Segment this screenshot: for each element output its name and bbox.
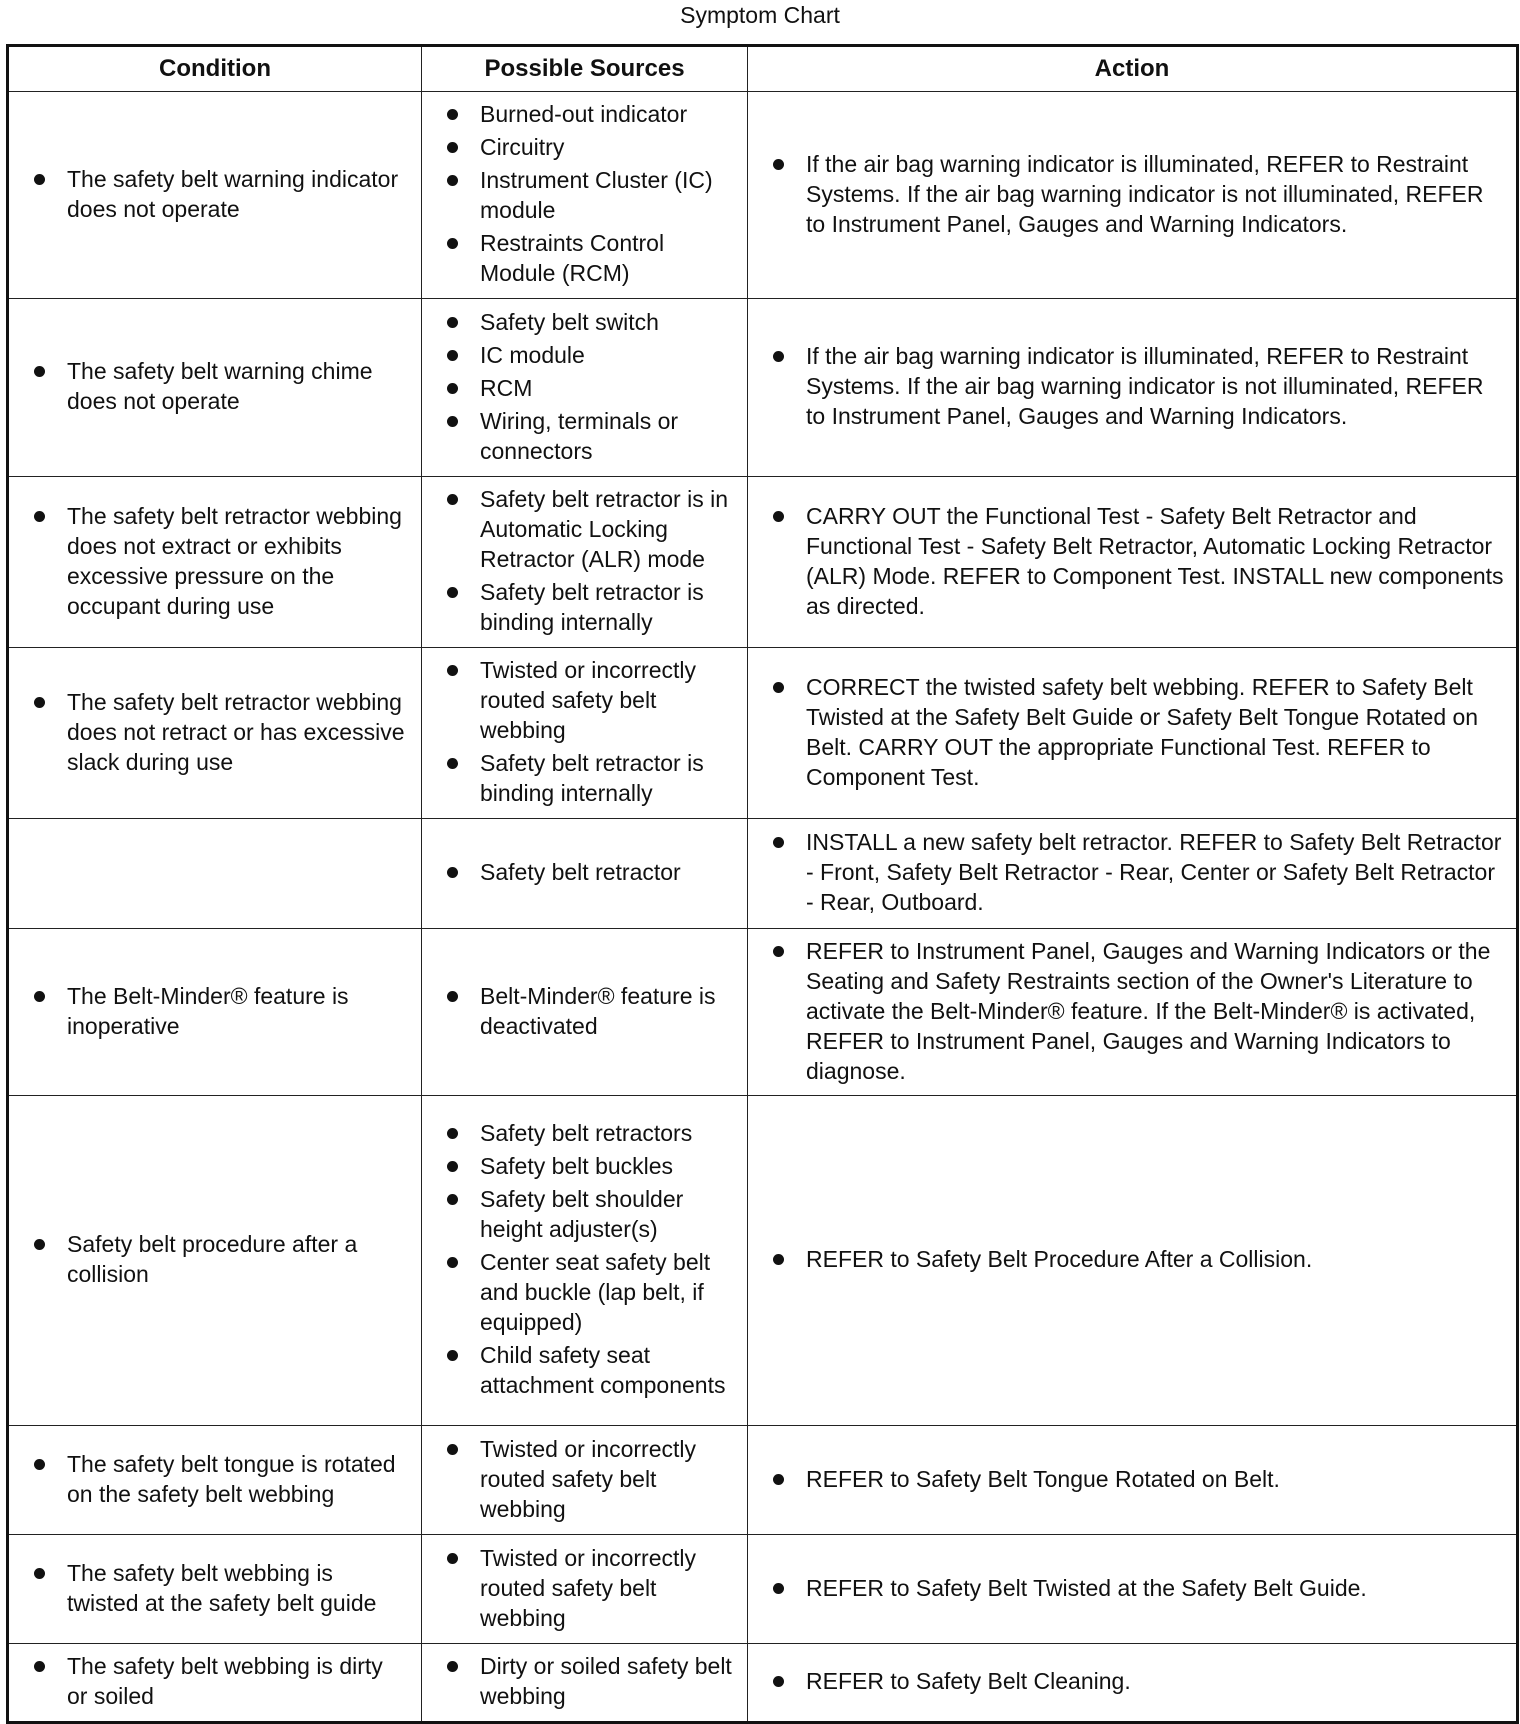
action-list [748,1244,1516,1274]
header-action: Action [748,46,1518,92]
action-list [748,149,1516,239]
list-item: Center seat safety belt and buckle (lap belt, if equipped) [480,1247,735,1337]
sources-cell [422,92,748,299]
condition-list [9,164,421,224]
action-cell [748,1535,1518,1644]
action-cell [748,1644,1518,1723]
table-row [8,92,1518,299]
sources-list [422,484,747,637]
condition-list [9,1229,421,1289]
list-item: CARRY OUT the Functional Test - Safety Belt Retractor and Functional Test - Safety Belt Retractor, Automatic Locking Retractor (ALR) Mode. REFER to Component Test. INSTALL new components as directed. [806,501,1508,621]
list-item: Safety belt switch [480,307,735,337]
header-condition: Condition [8,46,422,92]
list-item: REFER to Instrument Panel, Gauges and Warning Indicators or the Seating and Safety Restraints section of the Owner's Literature to activate the Belt-Minder® feature. If the Belt-Minder® is activated, REFER to Instrument Panel, Gauges and Warning Indicators to diagnose. [806,936,1508,1086]
list-item: Safety belt procedure after a collision [67,1229,409,1289]
condition-cell [8,1644,422,1723]
list-item: The safety belt retractor webbing does not extract or exhibits excessive pressure on the occupant during use [67,501,409,621]
sources-cell [422,477,748,648]
condition-cell [8,929,422,1096]
list-item: REFER to Safety Belt Cleaning. [806,1666,1508,1696]
table-body [8,92,1518,1723]
list-item: Dirty or soiled safety belt webbing [480,1651,735,1711]
condition-cell [8,299,422,477]
chart-title: Symptom Chart [680,2,840,28]
list-item: Safety belt shoulder height adjuster(s) [480,1184,735,1244]
table-row [8,1426,1518,1535]
action-list [748,1666,1516,1696]
sources-cell [422,648,748,819]
table-row [8,299,1518,477]
list-item: Wiring, terminals or connectors [480,406,735,466]
table-row [8,1535,1518,1644]
sources-cell [422,819,748,929]
list-item: The safety belt warning indicator does not operate [67,164,409,224]
list-item: Child safety seat attachment components [480,1340,735,1400]
table-header-row [8,46,1518,92]
list-item: Restraints Control Module (RCM) [480,228,735,288]
action-cell [748,819,1518,929]
list-item: The safety belt webbing is twisted at the safety belt guide [67,1558,409,1618]
list-item: IC module [480,340,735,370]
sources-list [422,981,747,1041]
table-row [8,1644,1518,1723]
list-item: The safety belt tongue is rotated on the safety belt webbing [67,1449,409,1509]
condition-list [9,501,421,621]
action-list [748,1464,1516,1494]
action-list [748,1573,1516,1603]
table-row [8,929,1518,1096]
condition-list [9,356,421,416]
list-item: REFER to Safety Belt Tongue Rotated on Belt. [806,1464,1508,1494]
list-item: If the air bag warning indicator is illuminated, REFER to Restraint Systems. If the air bag warning indicator is not illuminated, REFER to Instrument Panel, Gauges and Warning Indicators. [806,149,1508,239]
sources-cell [422,1426,748,1535]
sources-list [422,307,747,466]
sources-list [422,1118,747,1400]
sources-list [422,99,747,288]
list-item: INSTALL a new safety belt retractor. REFER to Safety Belt Retractor - Front, Safety Belt Retractor - Rear, Center or Safety Belt Retractor - Rear, Outboard. [806,827,1508,917]
sources-cell [422,1096,748,1426]
list-item: If the air bag warning indicator is illuminated, REFER to Restraint Systems. If the air bag warning indicator is not illuminated, REFER to Instrument Panel, Gauges and Warning Indicators. [806,341,1508,431]
list-item: The safety belt retractor webbing does not retract or has excessive slack during use [67,687,409,777]
condition-cell [8,819,422,929]
condition-list [9,981,421,1041]
sources-cell [422,929,748,1096]
sources-cell [422,1535,748,1644]
condition-cell [8,1535,422,1644]
action-list [748,341,1516,431]
sources-list [422,1651,747,1711]
condition-cell [8,1096,422,1426]
list-item: The safety belt warning chime does not operate [67,356,409,416]
action-cell [748,299,1518,477]
list-item: Safety belt retractor is binding internally [480,748,735,808]
condition-list [9,687,421,777]
list-item: Twisted or incorrectly routed safety belt webbing [480,1543,735,1633]
action-cell [748,1426,1518,1535]
action-cell [748,92,1518,299]
sources-list [422,655,747,808]
list-item: The Belt-Minder® feature is inoperative [67,981,409,1041]
action-list [748,672,1516,792]
condition-list [9,1449,421,1509]
sources-list [422,1434,747,1524]
condition-cell [8,477,422,648]
header-possible-sources: Possible Sources [422,46,748,92]
table-row [8,648,1518,819]
action-cell [748,648,1518,819]
list-item: Circuitry [480,132,735,162]
sources-cell [422,299,748,477]
condition-cell [8,1426,422,1535]
list-item: Safety belt buckles [480,1151,735,1181]
list-item: REFER to Safety Belt Procedure After a Collision. [806,1244,1508,1274]
list-item: CORRECT the twisted safety belt webbing. REFER to Safety Belt Twisted at the Safety Belt Guide or Safety Belt Tongue Rotated on Belt. CARRY OUT the appropriate Functional Test. REFER to Component Test. [806,672,1508,792]
table-row [8,1096,1518,1426]
symptom-chart-table [6,44,1519,1724]
list-item: Belt-Minder® feature is deactivated [480,981,735,1041]
condition-list [9,1558,421,1618]
sources-list [422,1543,747,1633]
list-item: Safety belt retractor is in Automatic Locking Retractor (ALR) mode [480,484,735,574]
action-list [748,936,1516,1086]
sources-list [422,857,747,887]
list-item: Safety belt retractor is binding internally [480,577,735,637]
action-cell [748,477,1518,648]
list-item: Instrument Cluster (IC) module [480,165,735,225]
list-item: Twisted or incorrectly routed safety belt webbing [480,1434,735,1524]
sources-cell [422,1644,748,1723]
action-list [748,501,1516,621]
list-item: The safety belt webbing is dirty or soiled [67,1651,409,1711]
list-item: Twisted or incorrectly routed safety belt webbing [480,655,735,745]
condition-cell [8,92,422,299]
action-cell [748,1096,1518,1426]
table-row [8,477,1518,648]
table-row [8,819,1518,929]
list-item: REFER to Safety Belt Twisted at the Safety Belt Guide. [806,1573,1508,1603]
condition-list [9,1651,421,1711]
list-item: RCM [480,373,735,403]
action-cell [748,929,1518,1096]
list-item: Safety belt retractors [480,1118,735,1148]
list-item: Safety belt retractor [480,857,735,887]
list-item: Burned-out indicator [480,99,735,129]
condition-cell [8,648,422,819]
action-list [748,827,1516,917]
